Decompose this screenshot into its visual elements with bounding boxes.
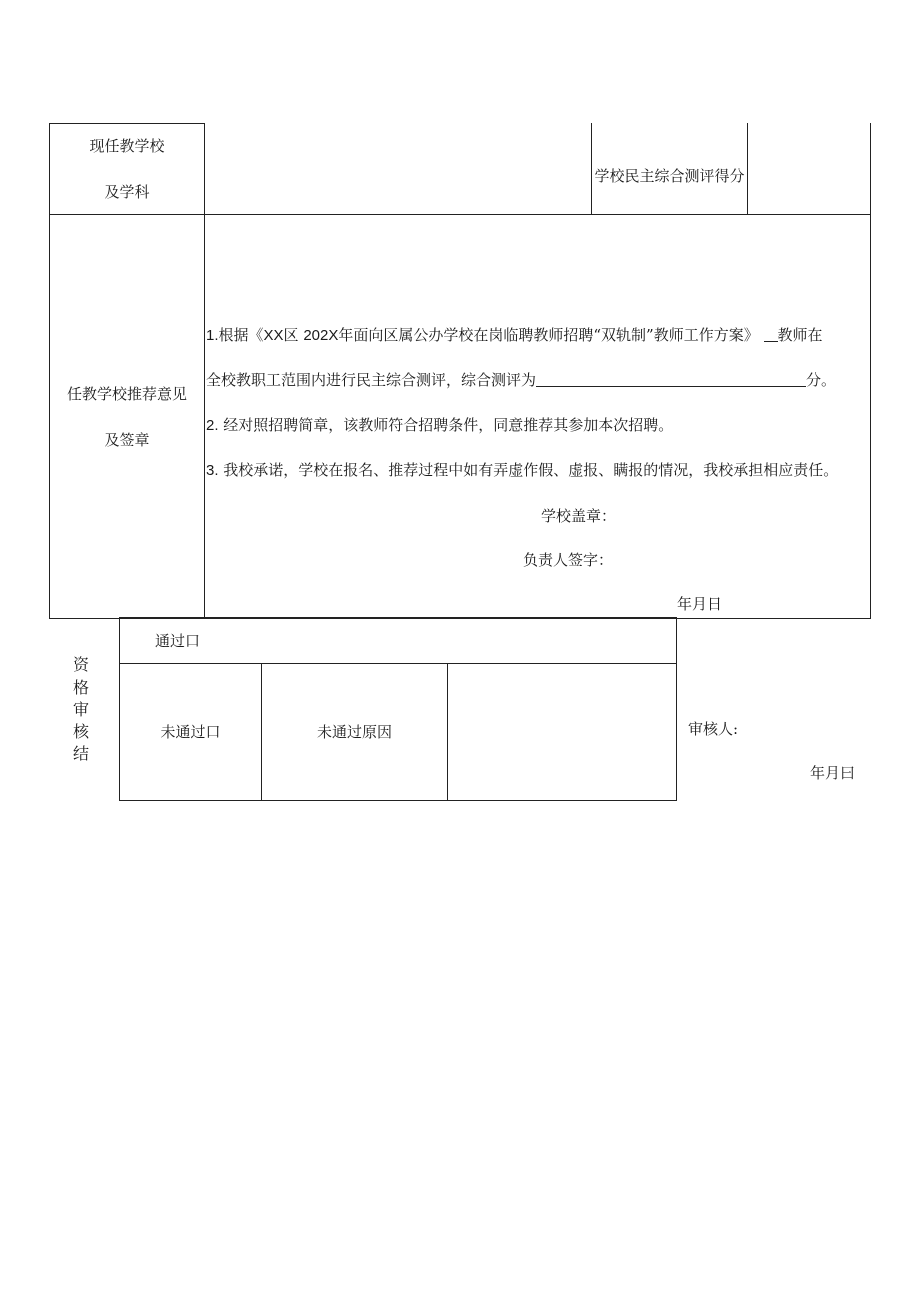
score-blank[interactable] xyxy=(536,372,806,387)
current-school-label: 现任教学校 xyxy=(89,137,165,155)
review-side-char-3: 审 xyxy=(73,700,90,719)
reviewer-label: 审核人: xyxy=(688,720,739,738)
p2-number: 2. xyxy=(206,417,219,434)
current-school-label-cont: 及学科 xyxy=(104,183,150,201)
p1-text-a: 根据《 xyxy=(218,326,264,344)
democratic-score-label: 学校民主综合测评得分 xyxy=(594,167,745,185)
current-school-value-cell[interactable] xyxy=(205,124,591,214)
review-border-right xyxy=(676,617,677,801)
recommendation-label-cont: 及签章 xyxy=(104,431,150,449)
passed-checkbox-label[interactable]: 通过口 xyxy=(155,632,201,650)
paragraph-2 xyxy=(206,418,673,433)
table-border-bottom xyxy=(49,618,871,619)
p1-text-f: 教师在 xyxy=(777,326,823,344)
paragraph-1-line-1 xyxy=(206,327,823,343)
not-passed-reason-value-cell[interactable] xyxy=(448,664,676,800)
table-row-divider xyxy=(49,214,871,215)
p1-text-e: 年面向区属公办学校在岗临聘教师招聘“双轨制”教师工作方案》 xyxy=(338,326,759,344)
p1-text-d: 202X xyxy=(303,327,339,344)
teacher-name-blank[interactable] xyxy=(764,327,778,342)
p1-text-g: 全校教职工范围内进行民主综合测评，综合测评为 xyxy=(206,371,537,389)
p1-text-b: XX xyxy=(263,327,284,344)
principal-sign-label: 负责人签字： xyxy=(523,551,614,569)
democratic-score-value-cell[interactable] xyxy=(748,124,870,214)
recommendation-label: 任教学校推荐意见 xyxy=(66,385,187,403)
review-side-char-1: 资 xyxy=(73,655,90,674)
paragraph-1-line-2 xyxy=(206,372,836,388)
review-border-top xyxy=(119,617,677,618)
review-side-char-5: 结 xyxy=(73,744,90,763)
review-border-bottom xyxy=(119,800,677,801)
review-side-char-2: 格 xyxy=(73,678,90,697)
paragraph-3 xyxy=(206,463,838,478)
p1-text-c: 区 xyxy=(283,326,299,344)
not-passed-reason-label: 未通过原因 xyxy=(316,723,392,741)
p3-text: 我校承诺，学校在报名、推荐过程中如有弄虚作假、虚报、瞒报的情况，我校承担相应责任。 xyxy=(223,461,839,479)
not-passed-checkbox-label[interactable]: 未通过口 xyxy=(160,723,221,741)
recommendation-date: 年月日 xyxy=(677,595,723,613)
review-side-char-4: 核 xyxy=(73,722,90,741)
table-border-top xyxy=(49,123,205,124)
review-border-left xyxy=(119,617,120,801)
p1-text-h: 分。 xyxy=(806,371,837,389)
p2-text: 经对照招聘简章，该教师符合招聘条件，同意推荐其参加本次招聘。 xyxy=(223,416,674,434)
review-date: 年月曰 xyxy=(810,764,856,782)
table-border-right xyxy=(870,123,871,619)
p1-number: 1. xyxy=(206,327,219,344)
school-stamp-label: 学校盖章： xyxy=(541,507,617,525)
p3-number: 3. xyxy=(206,462,219,479)
